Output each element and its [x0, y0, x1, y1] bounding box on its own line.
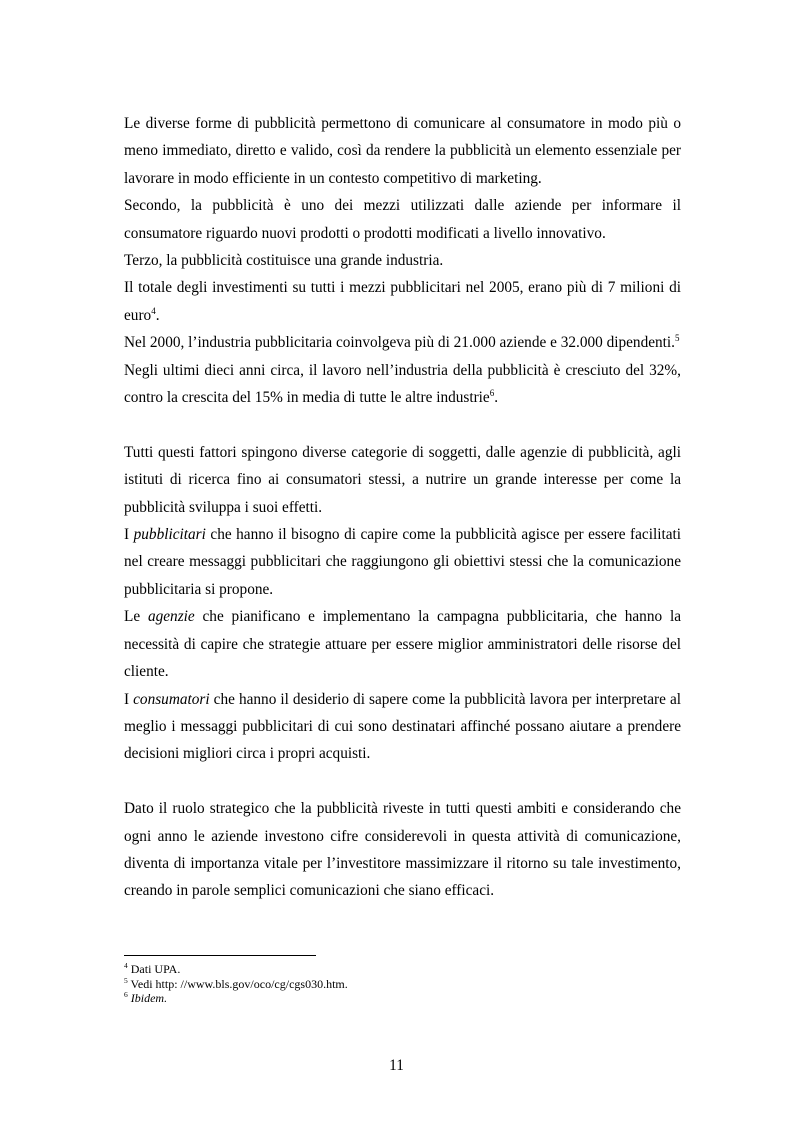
- paragraph-6: [124, 357, 681, 412]
- paragraph-4-text: Il totale degli investimenti su tutti i mezzi pubblicitari nel 2005, erano più di 7 milioni di euro: [124, 279, 681, 324]
- term-consumatori: consumatori: [133, 690, 210, 708]
- paragraph-10-prefix: I: [124, 690, 134, 708]
- footnotes: [124, 962, 681, 1006]
- body-text: [124, 110, 681, 905]
- paragraph-5-text: Nel 2000, l’industria pubblicitaria coinvolgeva più di 21.000 aziende e 32.000 dipendenti.: [124, 334, 675, 352]
- paragraph-5: [124, 329, 681, 356]
- paragraph-10-text: che hanno il desiderio di sapere come la pubblicità lavora per interpretare al meglio i messaggi pubblicitari di cui sono destinatari affinché possano aiutare a prendere decisioni migliori circa i propri acquisti.: [124, 690, 681, 763]
- footnote-ref-6: 6: [489, 387, 495, 398]
- paragraph-4: [124, 274, 681, 329]
- paragraph-8-prefix: I: [124, 526, 134, 544]
- footnote-6-text: Ibidem.: [130, 991, 168, 1005]
- paragraph-7: [124, 439, 681, 521]
- term-pubblicitari: pubblicitari: [133, 526, 206, 544]
- paragraph-11-text: Dato il ruolo strategico che la pubblicità riveste in tutti questi ambiti e considerando che ogni anno le aziende investono cifre considerevoli in questa attività di comunicazione, diventa di importanza vitale per l’investitore massimizzare il ritorno su tale investimento, creando in parole semplici comunicazioni che siano efficaci.: [124, 800, 681, 900]
- paragraph-1-text: Le diverse forme di pubblicità permettono di comunicare al consumatore in modo più o meno immediato, diretto e valido, così da rendere la pubblicità un elemento essenziale per lavorare in modo efficiente in un contesto competitivo di marketing.: [124, 115, 681, 187]
- paragraph-3-text: Terzo, la pubblicità costituisce una grande industria.: [124, 252, 444, 270]
- footnote-4-marker: 4: [124, 961, 128, 970]
- paragraph-2-text: Secondo, la pubblicità è uno dei mezzi utilizzati dalle aziende per informare il consumatore riguardo nuovi prodotti o prodotti modificati a livello innovativo.: [124, 197, 681, 242]
- paragraph-gap: [124, 411, 681, 438]
- page-number: 11: [389, 1057, 404, 1074]
- footnote-ref-4: 4: [151, 305, 156, 316]
- paragraph-2: [124, 192, 681, 247]
- term-agenzie: agenzie: [147, 608, 195, 626]
- footnote-ref-5: 5: [674, 333, 680, 344]
- paragraph-gap: [124, 768, 681, 795]
- paragraph-6-text: Negli ultimi dieci anni circa, il lavoro nell’industria della pubblicità è cresciuto del 32%, contro la crescita del 15% in media di tutte le altre industrie: [124, 361, 681, 407]
- paragraph-9-prefix: Le: [124, 608, 148, 626]
- paragraph-11: [124, 795, 681, 905]
- footnote-4-text: Dati UPA.: [130, 962, 181, 976]
- paragraph-9-text: che pianificano e implementano la campagna pubblicitaria, che hanno la necessità di capire che strategie attuare per essere miglior amministratori delle risorse del cliente.: [124, 608, 681, 681]
- paragraph-6-end: .: [494, 389, 499, 407]
- paragraph-7-text: Tutti questi fattori spingono diverse categorie di soggetti, dalle agenzie di pubblicità, agli istituti di ricerca fino ai consumatori stessi, a nutrire un grande interesse per come la pubblicità sviluppa i suoi effetti.: [124, 443, 681, 516]
- paragraph-9: [124, 603, 681, 685]
- footnote-4: [124, 962, 681, 977]
- paragraph-4-end: .: [155, 306, 160, 324]
- footnote-5-text: Vedi http: //www.bls.gov/oco/cg/cgs030.htm.: [130, 976, 348, 991]
- footnote-6: [124, 991, 681, 1006]
- paragraph-8-text: che hanno il bisogno di capire come la pubblicità agisce per essere facilitati nel creare messaggi pubblicitari che raggiungono gli obiettivi stessi che la comunicazione pubblicitaria si propone.: [124, 526, 681, 598]
- paragraph-3: [124, 247, 681, 274]
- footnote-6-marker: 6: [124, 990, 128, 999]
- footnote-5: [124, 977, 681, 992]
- paragraph-10: [124, 686, 681, 768]
- footnote-5-marker: 5: [124, 975, 128, 985]
- footnote-divider: [124, 955, 316, 956]
- paragraph-8: [124, 521, 681, 603]
- paragraph-1: [124, 110, 681, 192]
